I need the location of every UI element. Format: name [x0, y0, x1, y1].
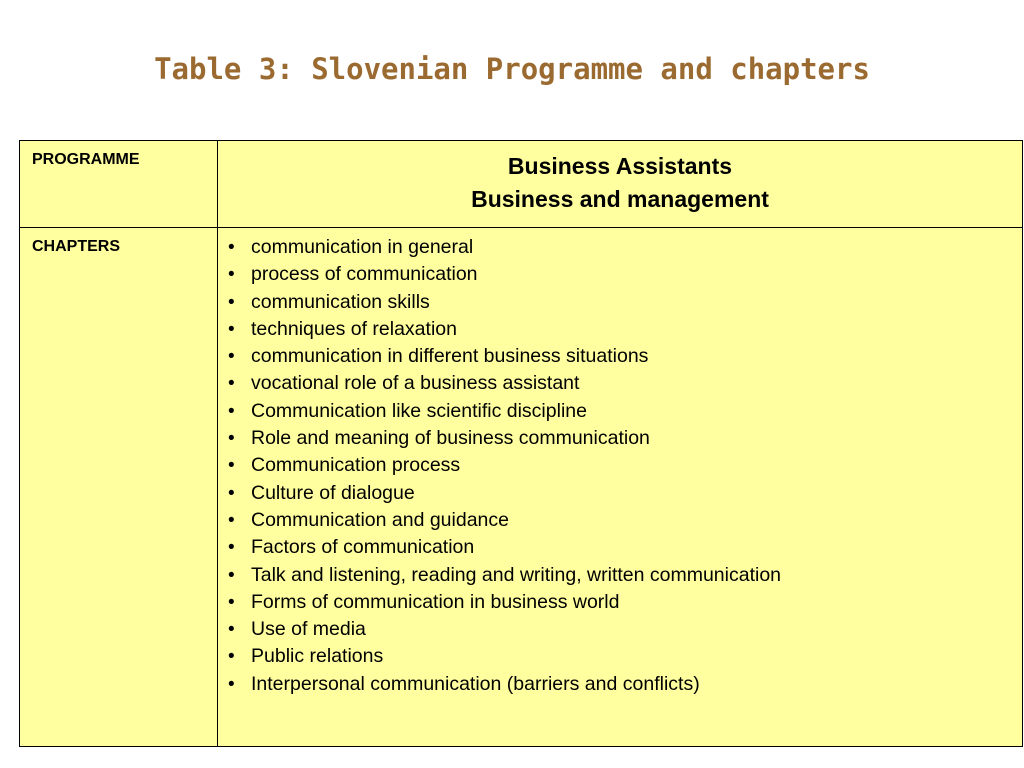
- chapter-text: vocational role of a business assistant: [251, 372, 580, 395]
- bullet-icon: •: [228, 482, 235, 504]
- chapter-item: [228, 562, 1022, 589]
- programme-value-cell: [218, 141, 1023, 228]
- chapter-text: process of communication: [251, 263, 478, 286]
- chapter-text: Communication process: [251, 454, 461, 477]
- chapter-text: Use of media: [251, 618, 366, 641]
- chapter-item: [228, 370, 1022, 397]
- bullet-icon: •: [228, 237, 235, 258]
- programme-row: [20, 141, 1023, 228]
- chapter-item: [228, 671, 1022, 698]
- chapter-text: Public relations: [251, 645, 384, 668]
- chapter-item: [228, 343, 1022, 370]
- bullet-icon: •: [228, 646, 235, 668]
- bullet-icon: •: [228, 455, 235, 477]
- bullet-icon: •: [228, 564, 235, 586]
- programme-table: [19, 140, 1023, 747]
- chapter-text: communication in different business situations: [251, 345, 649, 368]
- chapter-text: Role and meaning of business communication: [251, 427, 650, 450]
- bullet-icon: •: [228, 428, 235, 450]
- bullet-icon: •: [228, 318, 235, 340]
- chapter-item: [228, 589, 1022, 616]
- chapter-list: [228, 234, 1022, 698]
- chapter-item: [228, 398, 1022, 425]
- bullet-icon: •: [228, 400, 235, 422]
- chapters-cell: [218, 228, 1023, 747]
- bullet-icon: •: [228, 264, 235, 286]
- chapter-text: Factors of communication: [251, 536, 475, 559]
- chapter-text: communication in general: [251, 236, 474, 258]
- chapters-row: [20, 228, 1023, 747]
- chapter-text: Forms of communication in business world: [251, 590, 620, 613]
- bullet-icon: •: [228, 509, 235, 531]
- chapter-item: [228, 643, 1022, 670]
- chapter-item: [228, 425, 1022, 452]
- bullet-icon: •: [228, 673, 235, 695]
- chapter-item: [228, 234, 1022, 261]
- chapter-item: [228, 261, 1022, 288]
- chapter-text: Communication and guidance: [251, 508, 509, 531]
- chapter-item: [228, 452, 1022, 479]
- programme-subtitle: Business and management: [471, 186, 769, 212]
- chapter-text: Culture of dialogue: [251, 481, 415, 504]
- chapter-item: [228, 507, 1022, 534]
- chapters-label: CHAPTERS: [20, 228, 218, 747]
- chapter-text: communication skills: [251, 290, 430, 313]
- chapter-item: [228, 480, 1022, 507]
- bullet-icon: •: [228, 591, 235, 613]
- programme-name: Business Assistants: [507, 153, 733, 179]
- bullet-icon: •: [228, 619, 235, 641]
- chapter-item: [228, 534, 1022, 561]
- chapter-text: Communication like scientific discipline: [251, 399, 587, 422]
- programme-label: PROGRAMME: [20, 141, 218, 228]
- chapter-text: techniques of relaxation: [251, 317, 457, 340]
- bullet-icon: •: [228, 373, 235, 395]
- chapter-text: Talk and listening, reading and writing, written communication: [251, 563, 782, 586]
- chapter-item: [228, 316, 1022, 343]
- chapter-item: [228, 289, 1022, 316]
- slide-title: Table 3: Slovenian Programme and chapters: [154, 52, 870, 86]
- bullet-icon: •: [228, 291, 235, 313]
- bullet-icon: •: [228, 346, 235, 368]
- bullet-icon: •: [228, 537, 235, 559]
- chapter-item: [228, 616, 1022, 643]
- chapter-text: Interpersonal communication (barriers and conflicts): [251, 672, 700, 695]
